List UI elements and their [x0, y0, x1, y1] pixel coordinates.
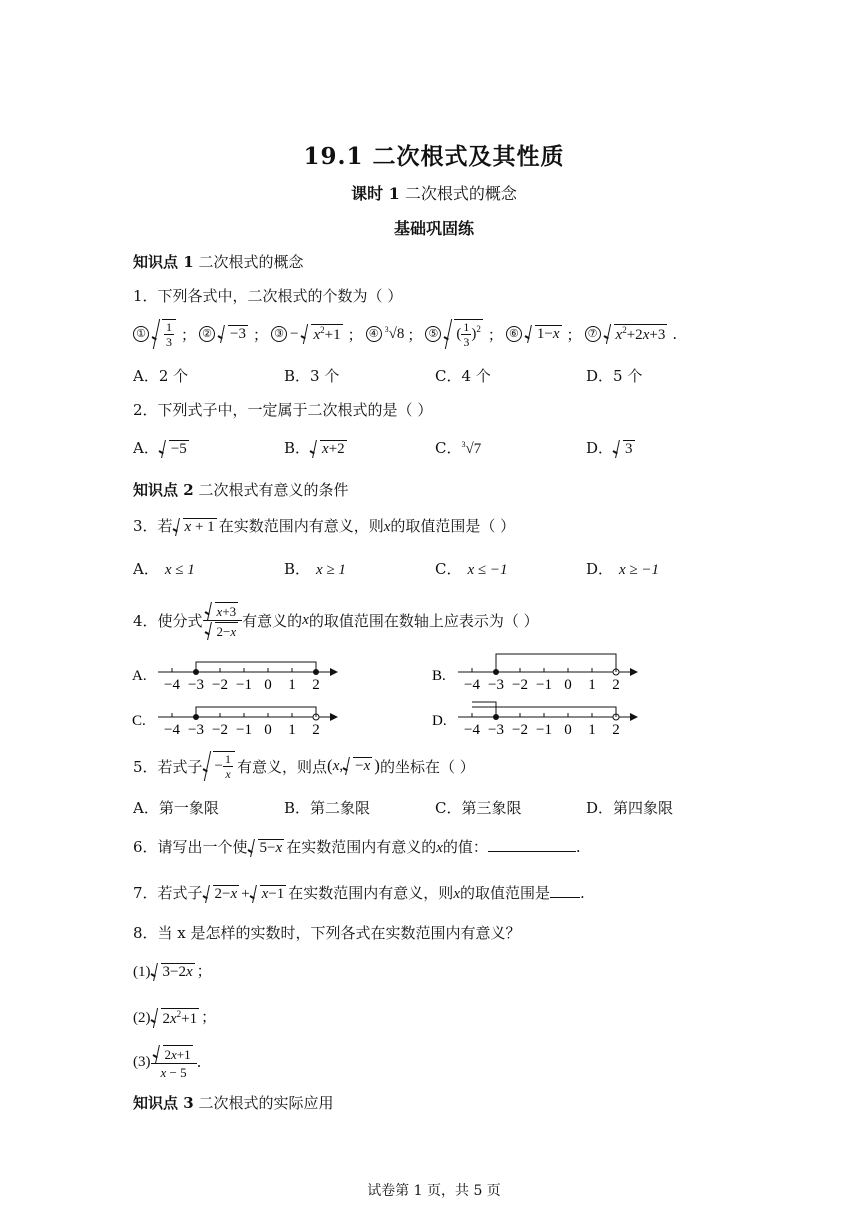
- lesson-title: 课时 1 二次根式的概念: [351, 184, 517, 203]
- axis-tick-label: 0: [564, 677, 572, 693]
- axis-tick-label: 2: [612, 677, 620, 693]
- axis-tick-label: 2: [312, 722, 320, 738]
- q2-stem: 2．下列式子中，一定属于二次根式的是（ ）: [133, 401, 433, 419]
- q1-option-a: A．2 个: [133, 367, 189, 385]
- q1-items: ① $\frac{1}{3}$ ； ② −3 ； ③ − $x^2+1$ ； ④ $^3$√8 ； ⑤ ( $\frac{1}{3}$ )$^2$ ； ⑥ 1−x ； ⑦ $x^2+2x+3$ .: [133, 314, 677, 354]
- axis-tick-label: −1: [236, 722, 252, 738]
- knowledge-point-1: 知识点 1 二次根式的概念: [133, 253, 304, 271]
- q3-option-b: B． x ≥ 1: [284, 560, 346, 578]
- q3-stem: 3．若 x + 1 在实数范围内有意义，则x的取值范围是（ ）: [133, 517, 516, 535]
- axis-tick-label: 1: [588, 677, 596, 693]
- q4-option-b-label: B.: [432, 668, 446, 684]
- q3-option-d: D． x ≥ −1: [586, 560, 660, 578]
- axis-tick-label: −3: [488, 677, 504, 693]
- page-footer: 试卷第 1 页，共 5 页: [367, 1183, 501, 1199]
- axis-tick-label: −2: [212, 722, 228, 738]
- q4-option-c-label: C.: [132, 713, 146, 729]
- q8-stem: 8．当 x 是怎样的实数时，下列各式在实数范围内有意义？: [133, 924, 521, 942]
- axis-tick-label: −3: [188, 677, 204, 693]
- axis-tick-label: 1: [288, 722, 296, 738]
- knowledge-point-2: 知识点 2 二次根式有意义的条件: [133, 481, 349, 499]
- axis-tick-label: −1: [236, 677, 252, 693]
- axis-tick-label: −4: [464, 722, 480, 738]
- knowledge-point-3: 知识点 3 二次根式的实际应用: [133, 1094, 334, 1112]
- q8-part-3: (3) $\frac{2x+1}{x - 5}$ .: [133, 1042, 201, 1082]
- q5-option-b: B．第二象限: [284, 799, 371, 817]
- axis-tick-label: −4: [464, 677, 480, 693]
- axis-tick-label: 1: [588, 722, 596, 738]
- q7-answer-blank[interactable]: [550, 897, 580, 898]
- q1-option-c: C．4 个: [435, 367, 491, 385]
- q4-option-a-label: A.: [132, 668, 147, 684]
- q2-option-a: A． −5: [133, 439, 187, 457]
- number-line-a: [158, 662, 338, 693]
- axis-tick-label: 0: [564, 722, 572, 738]
- q3-option-c: C． x ≤ −1: [435, 560, 508, 578]
- q1-option-d: D．5 个: [586, 367, 643, 385]
- axis-tick-label: −2: [512, 722, 528, 738]
- q3-option-a: A． x ≤ 1: [133, 560, 195, 578]
- q2-option-c: C．$^3$√7: [435, 439, 482, 457]
- axis-tick-label: −1: [536, 722, 552, 738]
- axis-tick-label: −2: [212, 677, 228, 693]
- number-line-d: [458, 702, 638, 738]
- q1-stem: 1．下列各式中，二次根式的个数为（ ）: [133, 287, 403, 305]
- section-heading: 基础巩固练: [393, 219, 474, 238]
- q2-option-d: D． 3: [586, 439, 633, 457]
- axis-tick-label: −3: [488, 722, 504, 738]
- axis-tick-label: −3: [188, 722, 204, 738]
- q4-stem: 4．使分式 $\frac{x+3}{2-x}$ 有意义的 x 的取值范围在数轴上应表示为（ ）: [133, 600, 539, 640]
- number-line-c: [158, 707, 338, 738]
- axis-tick-label: −1: [536, 677, 552, 693]
- q8-part-1: (1) 3−2x ；: [133, 962, 212, 980]
- q5-option-a: A．第一象限: [133, 799, 219, 817]
- q4-number-lines: [130, 652, 650, 742]
- axis-tick-label: 1: [288, 677, 296, 693]
- axis-tick-label: −4: [164, 722, 180, 738]
- q6-answer-blank[interactable]: [488, 851, 576, 852]
- q1-option-b: B．3 个: [284, 367, 340, 385]
- page-title: 19.1 二次根式及其性质: [303, 143, 565, 170]
- axis-tick-label: −4: [164, 677, 180, 693]
- axis-tick-label: 2: [612, 722, 620, 738]
- axis-tick-label: −2: [512, 677, 528, 693]
- axis-tick-label: 2: [312, 677, 320, 693]
- axis-tick-label: 0: [264, 722, 272, 738]
- q5-option-c: C．第三象限: [435, 799, 522, 817]
- axis-tick-label: 0: [264, 677, 272, 693]
- q7-stem: 7．若式子 2−x + x−1 在实数范围内有意义，则x的取值范围是 .: [133, 884, 585, 902]
- q5-option-d: D．第四象限: [586, 799, 674, 817]
- number-line-b: [458, 654, 638, 693]
- q6-stem: 6．请写出一个使 5−x 在实数范围内有意义的x的值： .: [133, 838, 581, 856]
- q2-option-b: B． x+2: [284, 439, 345, 457]
- q5-stem: 5．若式子 − $\frac{1}{x}$ 有意义，则点 ( x , −x ) 的坐标在（ ）: [133, 752, 475, 781]
- q8-part-2: (2) $2x^2+1$ ；: [133, 1008, 217, 1027]
- q4-option-d-label: D.: [432, 713, 447, 729]
